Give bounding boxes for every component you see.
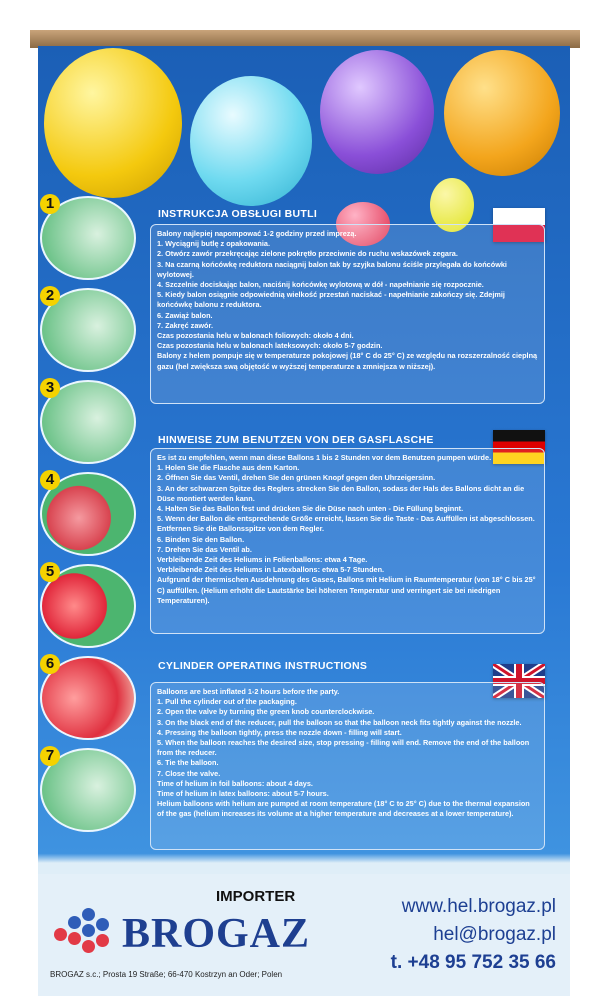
english-line: Helium balloons with helium are pumped at room temperature (18° C to 25° C) due to the thermal expansion of the gas (helium increases its volume at a higher temperature and decreases at a lower temperature). bbox=[157, 799, 530, 819]
step-5-image bbox=[40, 564, 136, 648]
polish-instructions bbox=[150, 224, 545, 404]
step-number: 1 bbox=[40, 194, 60, 214]
polish-line: Balony najlepiej napompować 1-2 godziny przed imprezą. bbox=[157, 229, 357, 238]
step-number: 2 bbox=[40, 286, 60, 306]
carton-panel bbox=[38, 46, 570, 996]
importer-label: IMPORTER bbox=[216, 888, 296, 905]
english-line: 1. Pull the cylinder out of the packaging. bbox=[157, 697, 297, 707]
polish-line: 7. Zakręć zawór. bbox=[157, 320, 213, 330]
english-line: 2. Open the valve by turning the green knob counterclockwise. bbox=[157, 707, 375, 717]
polish-line: Balony z helem pompuje się w temperaturze pokojowej (18° C do 25° C) ze względu na rozszerzalność cieplną gazu (hel zwiększa swą objętość w wyższej temperaturze a zmniejsza w niższej). bbox=[157, 351, 538, 371]
polish-line: 4. Szczelnie dociskając balon, naciśnij końcówkę wylotową w dół - napełnianie się rozpocznie. bbox=[157, 280, 484, 290]
step-4-image bbox=[40, 472, 136, 556]
website-link[interactable]: www.hel.brogaz.pl bbox=[401, 896, 556, 917]
step-7-image bbox=[40, 748, 136, 832]
step-number: 4 bbox=[40, 470, 60, 490]
brogaz-logo-icon bbox=[54, 908, 114, 962]
purple-balloon bbox=[320, 50, 434, 174]
german-line: 1. Holen Sie die Flasche aus dem Karton. bbox=[157, 463, 300, 473]
german-title: HINWEISE ZUM BENUTZEN VON DER GASFLASCHE bbox=[158, 434, 434, 446]
german-line: Es ist zu empfehlen, wenn man diese Ballons 1 bis 2 Stunden vor dem Benutzen pumpen würde. bbox=[157, 453, 492, 462]
english-instructions bbox=[150, 682, 545, 850]
german-line: 5. Wenn der Ballon die entsprechende Größe erreicht, lassen Sie die Taste - Das Auffüllen ist abgeschlossen. Entfernen Sie die Ballonsspitze von dem Regler. bbox=[157, 514, 535, 534]
english-line: 3. On the black end of the reducer, pull the balloon so that the balloon neck fits tightly against the nozzle. bbox=[157, 717, 522, 727]
step-3-image bbox=[40, 380, 136, 464]
german-line: 3. An der schwarzen Spitze des Reglers strecken Sie den Ballon, sodass der Hals des Ballons dicht an die Düse montiert werden kann. bbox=[157, 483, 525, 503]
step-number: 3 bbox=[40, 378, 60, 398]
polish-line: 5. Kiedy balon osiągnie odpowiednią wielkość przestań naciskać - napełnianie zakończy się. Zdejmij końcówkę balonu z reduktora. bbox=[157, 290, 505, 310]
english-line: 5. When the balloon reaches the desired size, stop pressing - filling will end. Remove the end of the balloon from the reducer. bbox=[157, 738, 530, 758]
step-6-image bbox=[40, 656, 136, 740]
step-1-image bbox=[40, 196, 136, 280]
german-line: 2. Öffnen Sie das Ventil, drehen Sie den grünen Knopf gegen den Uhrzeigersinn. bbox=[157, 473, 436, 483]
brand-name: BROGAZ bbox=[122, 911, 311, 957]
company-address: BROGAZ s.c.; Prosta 19 Straße; 66-470 Kostrzyn an Oder; Polen bbox=[50, 970, 283, 979]
polish-line: 2. Otwórz zawór przekręcając zielone pokrętło przeciwnie do ruchu wskazówek zegara. bbox=[157, 249, 458, 259]
german-line: 4. Halten Sie das Ballon fest und drücken Sie die Düse nach unten - Die Füllung beginnt. bbox=[157, 504, 464, 514]
english-line: Time of helium in latex balloons: about 5-7 hours. bbox=[157, 789, 329, 799]
polish-line: 3. Na czarną końcówkę reduktora naciągnij balon tak by szyjka balonu ściśle przylegała do końcówki wylotowej. bbox=[157, 259, 507, 279]
polish-line: Czas pozostania helu w balonach lateksowych: około 5-7 godzin. bbox=[157, 341, 383, 351]
polish-title: INSTRUKCJA OBSŁUGI BUTLI bbox=[158, 208, 318, 220]
importer-footer bbox=[38, 874, 570, 996]
german-line: 6. Binden Sie den Ballon. bbox=[157, 534, 245, 544]
german-line: Verbleibende Zeit des Heliums in Folienballons: etwa 4 Tage. bbox=[157, 555, 368, 565]
step-2-image bbox=[40, 288, 136, 372]
yellow-balloon bbox=[44, 48, 182, 198]
email-link[interactable]: hel@brogaz.pl bbox=[433, 924, 556, 945]
english-title: CYLINDER OPERATING INSTRUCTIONS bbox=[158, 660, 368, 672]
phone-number: t. +48 95 752 35 66 bbox=[390, 952, 556, 973]
step-number: 7 bbox=[40, 746, 60, 766]
polish-line: 6. Zawiąż balon. bbox=[157, 310, 213, 320]
german-line: Verbleibende Zeit des Heliums in Latexballons: etwa 5-7 Stunden. bbox=[157, 565, 385, 575]
german-instructions bbox=[150, 448, 545, 634]
english-line: Time of helium in foil balloons: about 4 days. bbox=[157, 778, 313, 788]
orange-balloon bbox=[444, 50, 560, 176]
english-line: 4. Pressing the balloon tightly, press the nozzle down - filling will start. bbox=[157, 727, 402, 737]
english-line: 6. Tie the balloon. bbox=[157, 758, 219, 768]
cyan-balloon bbox=[190, 76, 312, 206]
german-line: Aufgrund der thermischen Ausdehnung des Gases, Ballons mit Helium in Raumtemperatur (von 18° C bis 25° C) auffüllen. (Helium erhöht die Lautstärke bei höheren Temperatur und verringert sie bei niedrigen Temperaturen). bbox=[157, 575, 536, 605]
english-line: 7. Close the valve. bbox=[157, 768, 221, 778]
german-line: 7. Drehen Sie das Ventil ab. bbox=[157, 544, 252, 554]
polish-line: Czas pozostania helu w balonach foliowych: około 4 dni. bbox=[157, 331, 354, 341]
step-number: 6 bbox=[40, 654, 60, 674]
english-line: Balloons are best inflated 1-2 hours before the party. bbox=[157, 687, 340, 696]
step-number: 5 bbox=[40, 562, 60, 582]
polish-line: 1. Wyciągnij butlę z opakowania. bbox=[157, 239, 270, 249]
